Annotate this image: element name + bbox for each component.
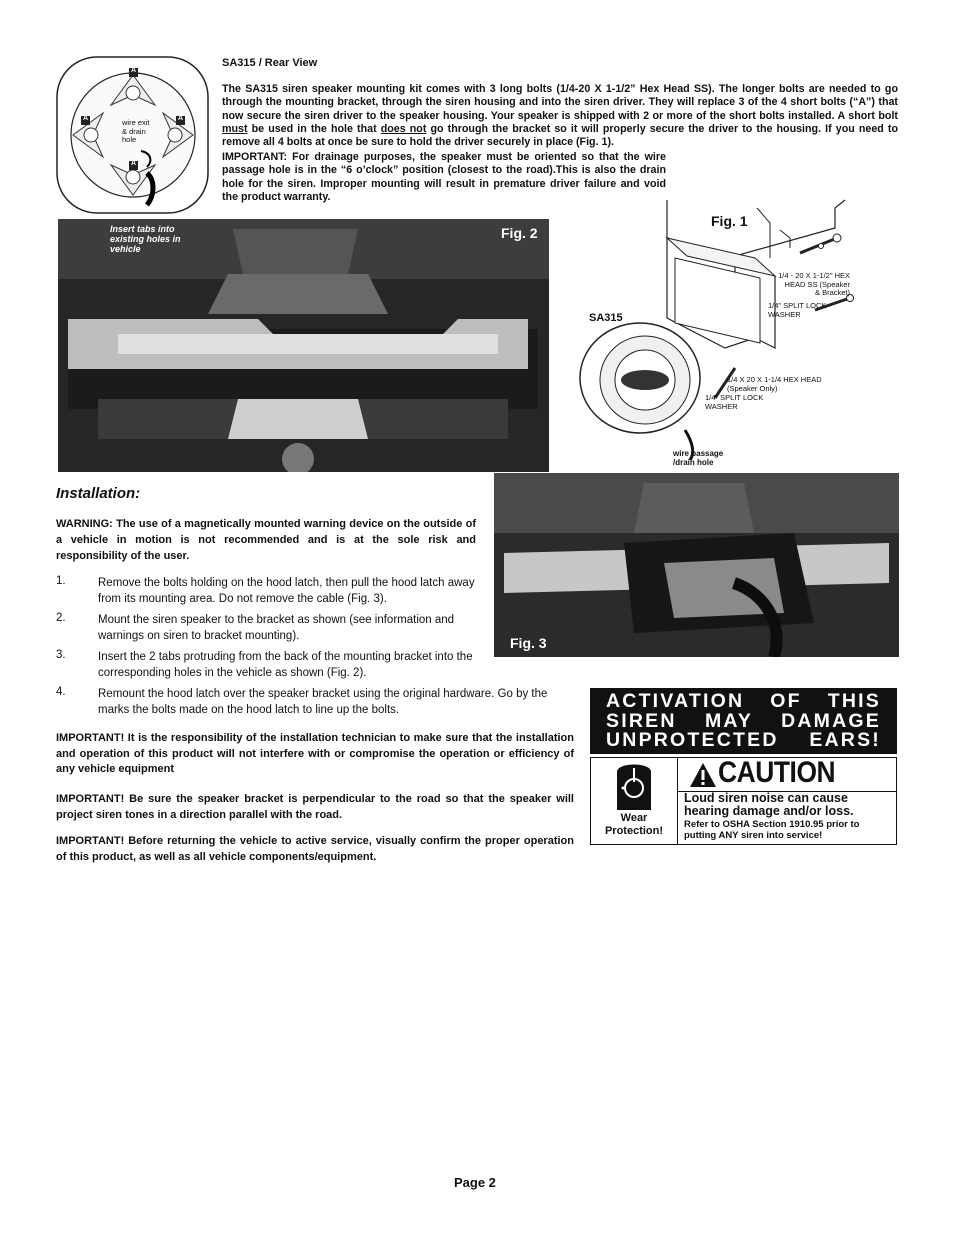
installation-steps — [56, 575, 576, 725]
fig1-diagram — [575, 198, 900, 470]
fig2-label: Fig. 2 — [501, 225, 538, 241]
caution-title: CAUTION — [718, 756, 836, 789]
fig1-model: SA315 — [589, 312, 623, 324]
caution-line1: Loud siren noise can cause hearing damage and/or loss. — [684, 791, 854, 818]
wire-exit-label: wire exit & drain hole — [122, 118, 150, 144]
fig2-photo — [58, 219, 549, 472]
does-not-emphasis: does not — [380, 122, 427, 135]
magnet-warning: WARNING: The use of a magnetically mounted warning device on the outside of a vehicle in motion is not recommended and is at the sole risk and responsibility of the user. — [56, 518, 476, 562]
fig1-lock-washer-bottom: 1/4" SPLIT LOCK WASHER — [705, 393, 764, 411]
caution-banner-text: ACTIVATION OF THIS SIREN MAY DAMAGE UNPROTECTED EARS! — [606, 690, 881, 751]
fig1-long-bolt-label: 1/4 - 20 X 1-1/2" HEX HEAD SS (Speaker & Bracket) — [778, 271, 850, 297]
rear-view-diagram — [55, 55, 210, 215]
caution-title-bar — [678, 758, 896, 792]
important-perpendicular: IMPORTANT! Be sure the speaker bracket is perpendicular to the road so that the speaker will project siren tones in a direction parallel with the road. — [56, 793, 574, 821]
bolt-label-left: A — [83, 115, 89, 122]
list-item: 4. Remount the hood latch over the speaker bracket using the original hardware. Go by the marks the bolts made on the hood latch to line up the bolts. — [56, 686, 548, 716]
important-interference: IMPORTANT! It is the responsibility of the installation technician to make sure that the installation and operation of this product will not interfere with or compromise the operation or efficiency of any vehicle equipment — [56, 732, 574, 775]
list-item: 2. Mount the siren speaker to the bracket as shown (see information and warnings on siren to bracket mounting). — [56, 612, 455, 642]
must-emphasis: must — [222, 122, 248, 135]
important-verify: IMPORTANT! Before returning the vehicle to active service, visually confirm the proper operation of this product, as well as all vehicle components/equipment. — [56, 835, 574, 863]
drainage-important: IMPORTANT: For drainage purposes, the speaker must be oriented so that the wire passage hole is in the “6 o’clock” position (closest to the road).This is also the drain hole for the siren. Improper mounting will result in premature driver failure and void the product warranty. — [222, 151, 666, 203]
bolt-label-bottom: A — [131, 160, 137, 167]
ear-protection-icon — [591, 758, 677, 814]
wear-protection-text: Wear Protection! — [604, 812, 664, 837]
fig1-short-bolt-label: 1/4 X 20 X 1-1/4 HEX HEAD (Speaker Only) — [727, 375, 822, 393]
fig1-wire-passage: wire passage /drain hole — [673, 449, 724, 467]
page-number: Page 2 — [454, 1175, 496, 1190]
list-item: 1. Remove the bolts holding on the hood latch, then pull the hood latch away from its mounting area. Do not remove the cable (Fig. 3). — [56, 575, 475, 605]
bolt-label-top: A — [131, 67, 137, 74]
warning-triangle-icon — [688, 761, 718, 789]
wear-protection-panel — [591, 758, 678, 844]
fig3-label: Fig. 3 — [510, 635, 547, 651]
rear-view-title: SA315 / Rear View — [222, 57, 318, 69]
list-item: 3. Insert the 2 tabs protruding from the back of the mounting bracket into the corresponding holes in the vehicle as shown (Fig. 2). — [56, 649, 473, 679]
caution-box — [590, 757, 897, 845]
fig2-caption: Insert tabs into existing holes in vehicle — [110, 224, 181, 254]
fig1-label: Fig. 1 — [711, 213, 748, 229]
caution-banner — [590, 688, 897, 754]
rear-view-paragraph: The SA315 siren speaker mounting kit comes with 3 long bolts (1/4-20 X 1-1/2” Hex Head SS). The longer bolts are needed to go through the mounting bracket, through the siren housing and into the siren driver. They will replace 3 of the 4 short bolts (“A”) that now secure the siren driver to the speaker housing. Your speaker is shipped with 2 or more of the short bolts installed. A short bolt must be used in the hole that does not go through the bracket so it will properly secure the driver to the housing. If you need to remove all 4 bolts at once be sure to hold the driver securely in place (Fig. 1). — [222, 83, 899, 149]
installation-heading: Installation: — [56, 485, 141, 502]
fig1-lock-washer-top: 1/4" SPLIT LOCK WASHER — [768, 301, 827, 319]
caution-line2: Refer to OSHA Section 1910.95 prior to putting ANY siren into service! — [684, 819, 860, 841]
bolt-label-right: A — [178, 115, 184, 122]
